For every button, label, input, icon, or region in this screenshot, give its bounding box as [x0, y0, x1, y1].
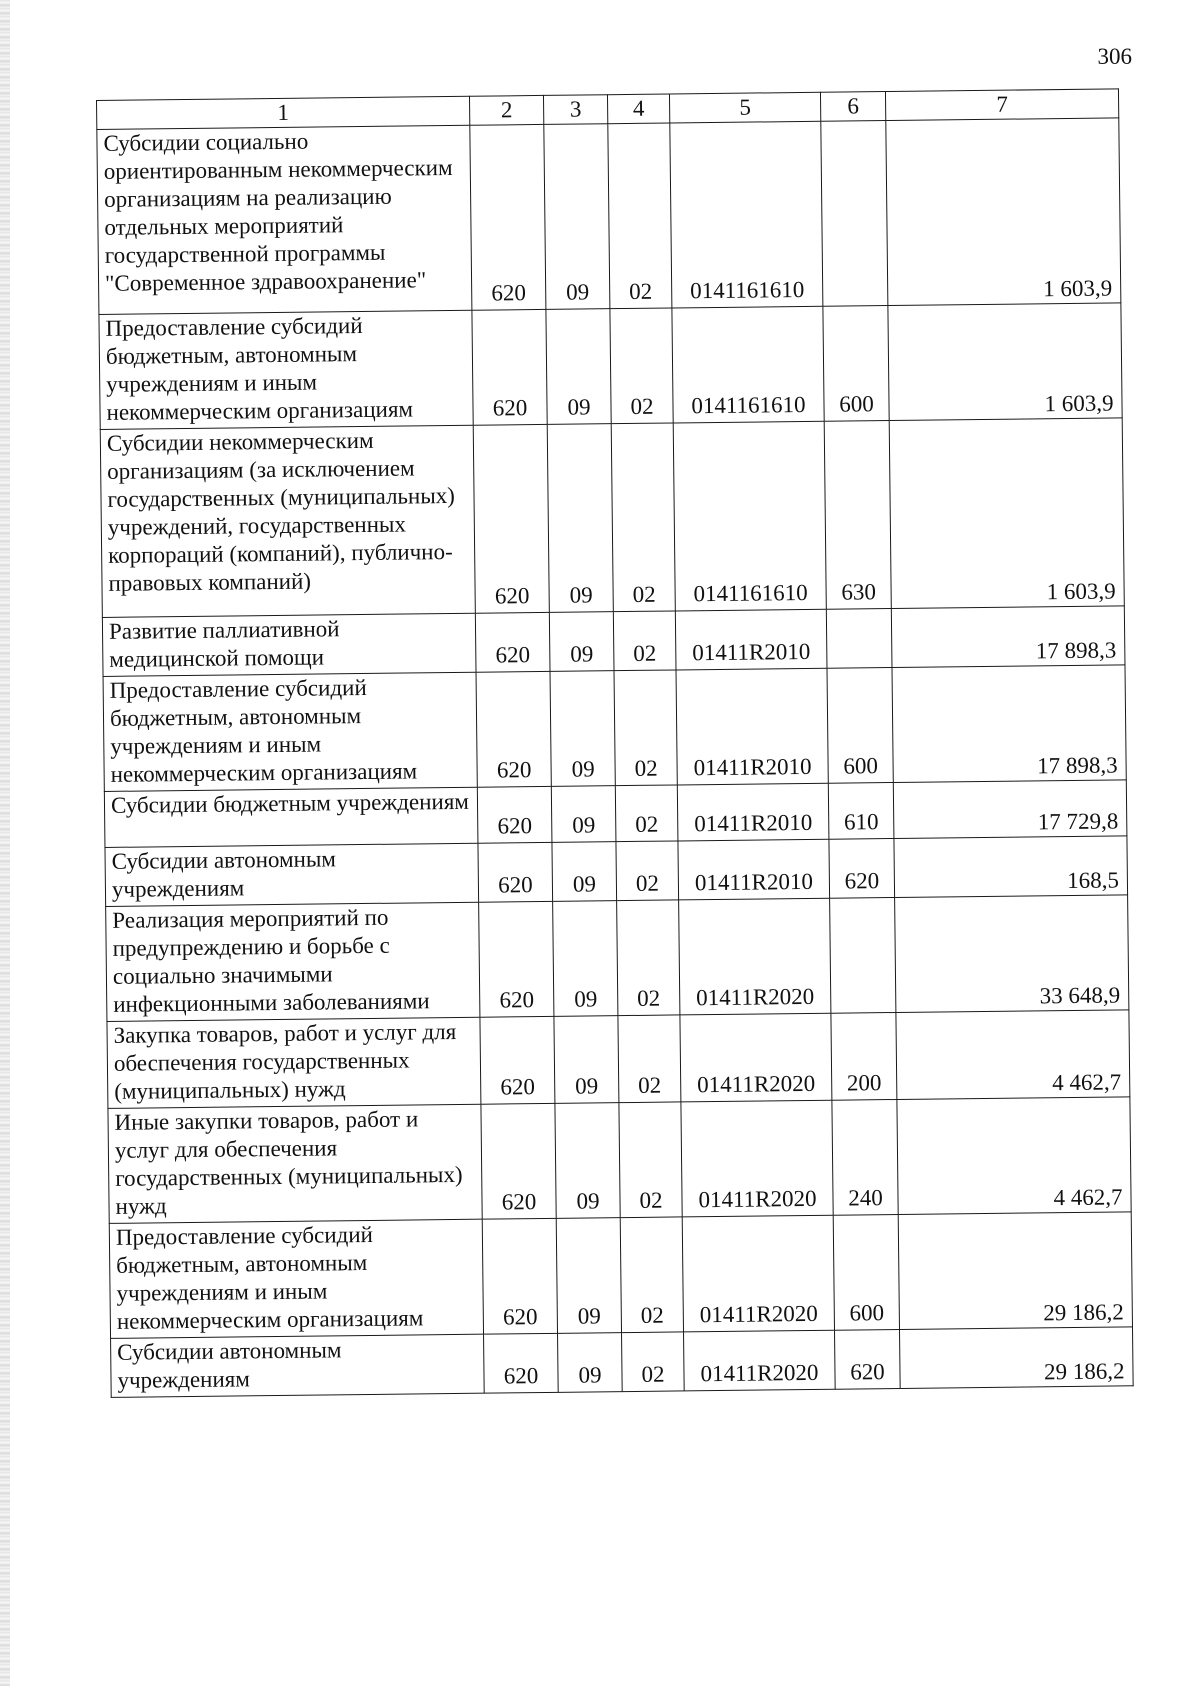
- cell-amount: 4 462,7: [897, 1097, 1131, 1215]
- column-header: 2: [469, 95, 543, 125]
- cell-amount: 1 603,9: [888, 303, 1122, 421]
- page-number: 306: [1097, 44, 1132, 69]
- cell-col2: 620: [470, 124, 546, 310]
- cell-col6: 630: [824, 421, 891, 610]
- item-name: Субсидии автономным учреждениям: [105, 843, 479, 906]
- cell-col3: 09: [554, 1016, 619, 1104]
- cell-col4: 02: [620, 1217, 683, 1333]
- cell-amount: 4 462,7: [896, 1010, 1130, 1100]
- table-row: [97, 118, 1121, 315]
- cell-col2: 620: [480, 1016, 555, 1104]
- cell-col6: 200: [831, 1012, 897, 1100]
- item-name: Иные закупки товаров, работ и услуг для обеспечения государственных (муниципальных) нужд: [108, 1104, 482, 1223]
- cell-col3: 09: [547, 424, 613, 613]
- table-row: [109, 1212, 1132, 1339]
- column-header: 4: [607, 94, 669, 124]
- column-header: 3: [543, 95, 607, 125]
- item-name: Субсидии социально ориентированным некоммерческим организациям на реализацию отдельных мероприятий государственной программы "Современное здравоохранение": [97, 125, 472, 314]
- cell-col2: 620: [477, 786, 552, 843]
- cell-col5: 01411R2020: [681, 1100, 833, 1217]
- cell-col2: 620: [484, 1333, 559, 1393]
- cell-col2: 620: [481, 1103, 556, 1219]
- cell-col6: [826, 609, 892, 669]
- cell-col2: 620: [478, 842, 553, 902]
- cell-amount: 1 603,9: [886, 118, 1121, 306]
- cell-col6: 620: [829, 838, 895, 898]
- cell-col4: 02: [619, 1102, 682, 1218]
- budget-table: [96, 88, 1134, 1398]
- cell-amount: 29 186,2: [899, 1327, 1133, 1389]
- table-row: [103, 665, 1126, 792]
- cell-col2: 620: [475, 612, 550, 672]
- cell-amount: 17 898,3: [891, 606, 1125, 668]
- cell-col5: 0141161610: [673, 421, 826, 611]
- cell-col4: 02: [616, 841, 679, 901]
- cell-col4: 02: [622, 1332, 685, 1392]
- table-row: [100, 418, 1124, 618]
- cell-col3: 09: [552, 842, 617, 902]
- cell-col3: 09: [556, 1218, 621, 1334]
- cell-amount: 1 603,9: [889, 418, 1124, 609]
- item-name: Предоставление субсидий бюджетным, автономным учреждениям и иным некоммерческим организациям: [103, 672, 477, 791]
- cell-col4: 02: [613, 611, 676, 671]
- cell-col3: 09: [551, 786, 616, 843]
- cell-col6: 240: [832, 1099, 898, 1215]
- table-row: [107, 1010, 1130, 1109]
- cell-amount: 33 648,9: [895, 895, 1129, 1013]
- cell-col4: 02: [611, 423, 675, 612]
- cell-col5: 0141161610: [670, 121, 823, 308]
- table-row: [111, 1327, 1134, 1398]
- cell-amount: 29 186,2: [898, 1212, 1132, 1330]
- cell-col6: 600: [823, 306, 889, 422]
- table-row: [106, 895, 1129, 1022]
- cell-col3: 09: [558, 1333, 623, 1393]
- cell-col4: 02: [617, 900, 680, 1016]
- cell-col2: 620: [476, 671, 551, 787]
- cell-col5: 01411R2010: [678, 839, 830, 900]
- column-header: 1: [97, 96, 470, 129]
- cell-col3: 09: [549, 612, 614, 672]
- column-header: 6: [820, 92, 885, 122]
- cell-col5: 01411R2010: [676, 668, 828, 785]
- item-name: Реализация мероприятий по предупреждению и борьбе с социально значимыми инфекционными заболеваниями: [106, 902, 480, 1021]
- item-name: Развитие паллиативной медицинской помощи: [102, 613, 476, 676]
- cell-col3: 09: [553, 901, 618, 1017]
- column-header: 5: [669, 92, 820, 123]
- cell-col3: 09: [550, 671, 615, 787]
- cell-col5: 01411R2020: [682, 1215, 834, 1332]
- cell-col6: [821, 121, 888, 307]
- cell-col4: 02: [618, 1015, 681, 1103]
- column-header: 7: [885, 89, 1118, 121]
- cell-col2: 620: [472, 309, 547, 425]
- cell-col2: 620: [482, 1218, 557, 1334]
- cell-col2: 620: [473, 424, 549, 613]
- cell-col4: 02: [614, 670, 677, 786]
- table-row: [108, 1097, 1131, 1224]
- cell-col5: 01411R2010: [675, 609, 827, 670]
- cell-col6: 610: [828, 782, 894, 839]
- table-row: [99, 303, 1122, 430]
- cell-col4: 02: [610, 308, 673, 424]
- cell-col6: [830, 897, 896, 1013]
- cell-amount: 17 898,3: [892, 665, 1126, 783]
- item-name: Предоставление субсидий бюджетным, автономным учреждениям и иным некоммерческим организациям: [109, 1219, 483, 1338]
- cell-col4: 02: [608, 123, 672, 309]
- cell-col4: 02: [615, 785, 678, 842]
- cell-col6: 600: [833, 1214, 899, 1330]
- cell-col5: 01411R2010: [677, 783, 829, 841]
- item-name: Закупка товаров, работ и услуг для обеспечения государственных (муниципальных) нужд: [107, 1017, 481, 1108]
- cell-amount: 168,5: [894, 836, 1128, 898]
- cell-col2: 620: [479, 901, 554, 1017]
- cell-col5: 0141161610: [672, 306, 824, 423]
- cell-col5: 01411R2020: [680, 1013, 832, 1102]
- item-name: Предоставление субсидий бюджетным, автономным учреждениям и иным некоммерческим организациям: [99, 310, 473, 429]
- cell-amount: 17 729,8: [893, 780, 1127, 839]
- cell-col5: 01411R2020: [679, 898, 831, 1015]
- item-name: Субсидии автономным учреждениям: [111, 1334, 485, 1397]
- cell-col3: 09: [546, 309, 611, 425]
- cell-col6: 600: [827, 668, 893, 784]
- cell-col3: 09: [555, 1103, 620, 1219]
- cell-col3: 09: [544, 124, 610, 310]
- cell-col6: 620: [835, 1329, 901, 1389]
- item-name: Субсидии некоммерческим организациям (за исключением государственных (муниципальных) учреждений, государственных корпораций (компаний), публично-правовых компаний): [100, 425, 475, 617]
- scan-edge: [0, 0, 10, 1686]
- cell-col5: 01411R2020: [684, 1330, 836, 1391]
- item-name: Субсидии бюджетным учреждениям: [104, 787, 478, 847]
